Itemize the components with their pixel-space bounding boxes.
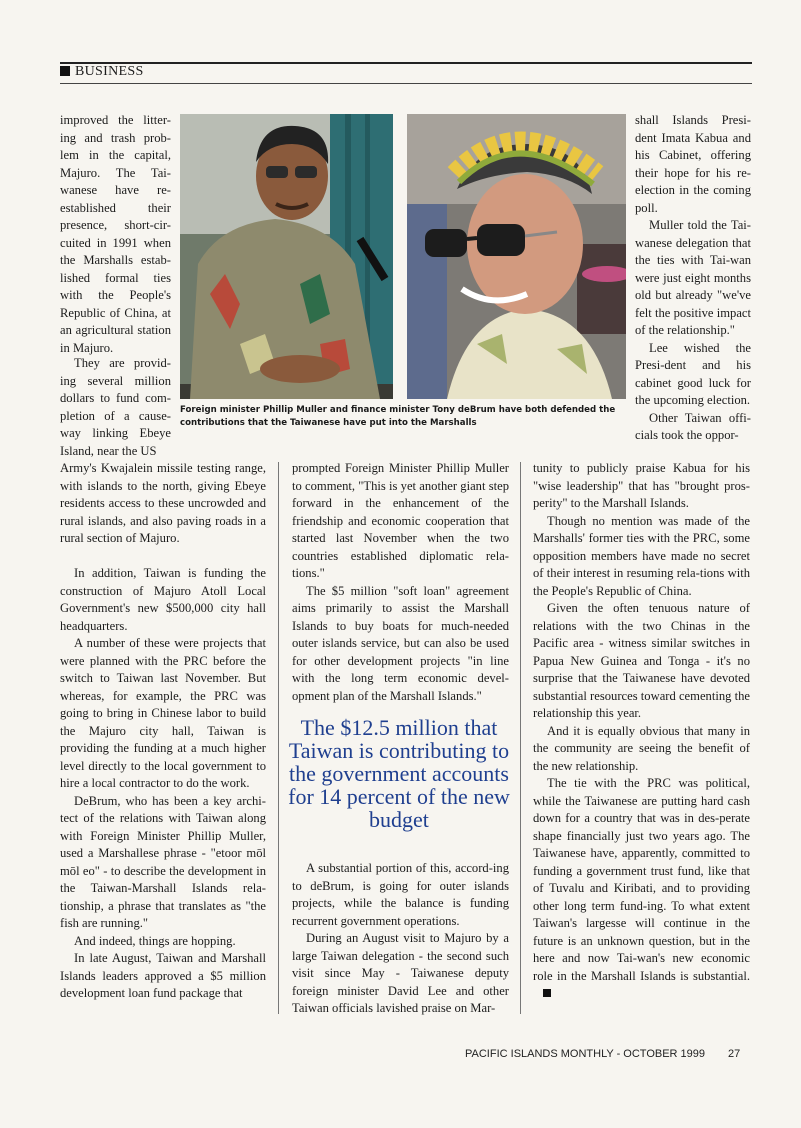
col-a-paragraph-3: In addition, Taiwan is funding the construction of Majuro Atoll Local Government's new $500,000 city hall headquarters.	[60, 566, 266, 633]
col-b-paragraph-3: A substantial portion of this, accord-ing to deBrum, is going for outer islands projects, while the balance is funding recurrent government operations.	[292, 861, 509, 928]
photo-caption: Foreign minister Phillip Muller and finance minister Tony deBrum have both defended the contributions that the Taiwanese have put into the Marshalls	[180, 405, 616, 428]
col-b-paragraph-4: During an August visit to Majuro by a large Taiwan delegation - the second such visit since May - Taiwanese deputy foreign minister David Lee and other Taiwan officials lavished praise on Mar-	[292, 931, 509, 1015]
col-a-paragraph-4: A number of these were projects that were planned with the PRC before the switch to Taiwan last November. But whereas, for example, the PRC was going to bring in Chinese labor to build the Majuro city hall, Taiwan is providing the funding at a much higher level directly to the local government to hire a local contractor to do the work.	[60, 636, 266, 790]
header-bottom-rule	[60, 83, 752, 84]
col-c-paragraph-3: Lee wished the Presi-dent and his cabinet good luck for the upcoming election.	[635, 340, 751, 407]
col-c-paragraph-6: Given the often tenuous nature of relations with the two Chinas in the Pacific area - witness similar switches in Papua New Guinea and Tonga - it's no surprise that the Taiwanese have devoted substantial resources toward cementing the relationship this year.	[533, 601, 750, 720]
col-a-paragraph-7: In late August, Taiwan and Marshall Islands leaders approved a $5 million development loan fund package that	[60, 951, 266, 1000]
photo-tony-debrum	[407, 114, 626, 399]
section-label: BUSINESS	[60, 64, 144, 80]
col-b-paragraph-2: The $5 million "soft loan" agreement aims primarily to assist the Marshall Islands to buy boats for much-needed outer islands service, but can also be used for other development projects "in line with the long term economic devel-opment plan of the Marshall Islands."	[292, 583, 509, 703]
photo-phillip-muller-image	[180, 114, 393, 399]
col-c-paragraph-5: Though no mention was made of the Marshalls' former ties with the PRC, some opposition members have made no secret of their interest in resuming rela-tions with the People's Republic of China.	[533, 513, 750, 598]
col-a-paragraph-1: improved the litter-ing and trash prob-lem in the capital, Majuro. The Tai-wanese have re-established their presence, short-cir-cuited in 1991 when the Marshalls estab-lished formal ties with the People's Republic of China, at an agricultural station in Majuro.	[60, 113, 171, 355]
end-of-article-icon	[543, 989, 551, 997]
col-a-paragraph-6: And indeed, things are hopping.	[74, 933, 236, 948]
col-c-paragraph-4-rest: tunity to publicly praise Kabua for his "wise leadership" that has "brought pros-perity" to the Marshall Islands.	[533, 461, 750, 510]
footer-page-number: 27	[728, 1048, 741, 1060]
col-a-paragraph-2-rest: Army's Kwajalein missile testing range, with islands to the north, giving Ebeye residents access to these uncrowded and rural islands, and also paving roads in a rural section of Majuro.	[60, 461, 266, 545]
pull-quote: The $12.5 million that Taiwan is contributing to the government accounts for 14 percent of the new budget	[288, 715, 510, 832]
col-c-paragraph-1: shall Islands Presi-dent Imata Kabua and his Cabinet, offering their hope for his re-election in the coming poll.	[635, 113, 751, 215]
column-b-bottom	[292, 860, 509, 1018]
column-rule-2	[520, 462, 521, 1014]
column-b-top	[292, 460, 509, 705]
col-a-paragraph-2-top: They are provid-ing several million dollars to fund com-pletion of a cause-way linking Ebeye Island, near the US	[60, 356, 171, 458]
col-c-paragraph-4-top: Other Taiwan offi-cials took the oppor-	[635, 410, 751, 442]
photo-phillip-muller	[180, 114, 393, 399]
column-c-top	[635, 112, 751, 445]
col-b-paragraph-1: prompted Foreign Minister Phillip Muller to comment, "This is yet another giant step forward in the enhancement of the friendship and economic cooperation that started last November when the two countries established diplomatic rela-tions."	[292, 461, 509, 580]
footer-publication: PACIFIC ISLANDS MONTHLY - OCTOBER 1999	[465, 1048, 706, 1060]
col-c-paragraph-7: And it is equally obvious that many in the community are seeing the benefit of the new relationship.	[533, 723, 750, 773]
column-rule-1	[278, 462, 279, 1014]
col-c-paragraph-2: Muller told the Tai-wanese delegation that the ties with Tai-wan were just eight months old but already "we've felt the positive impact of the relationship."	[635, 218, 751, 337]
header-top-rule	[60, 62, 752, 64]
col-c-paragraph-8: The tie with the PRC was political, while the Taiwanese are putting hard cash down for a country that was in des-perate shape financially just two years ago. The Taiwanese have, apparently, committed to funding a government trust fund, like that of Tuvalu and Kiribati, and to providing other long term fund-ing. To what extent Taiwan's largesse will continue in the future is an unknown question, but in the here and now Tai-wan's new economic role in the Marshall Islands is substantial.	[533, 775, 750, 1003]
column-c-bottom	[533, 460, 750, 1003]
col-a-paragraph-5: DeBrum, who has been a key archi-tect of the relations with Taiwan along with Foreign Minister Phillip Muller, used a Marshallese phrase - "etoor mōl mōl eo" - to describe the development in the Taiwan-Marshall Islands rela-tionship, a phrase that translates as "the fish are running."	[60, 793, 266, 930]
photo-tony-debrum-image	[407, 114, 626, 399]
section-square-icon	[60, 66, 70, 76]
